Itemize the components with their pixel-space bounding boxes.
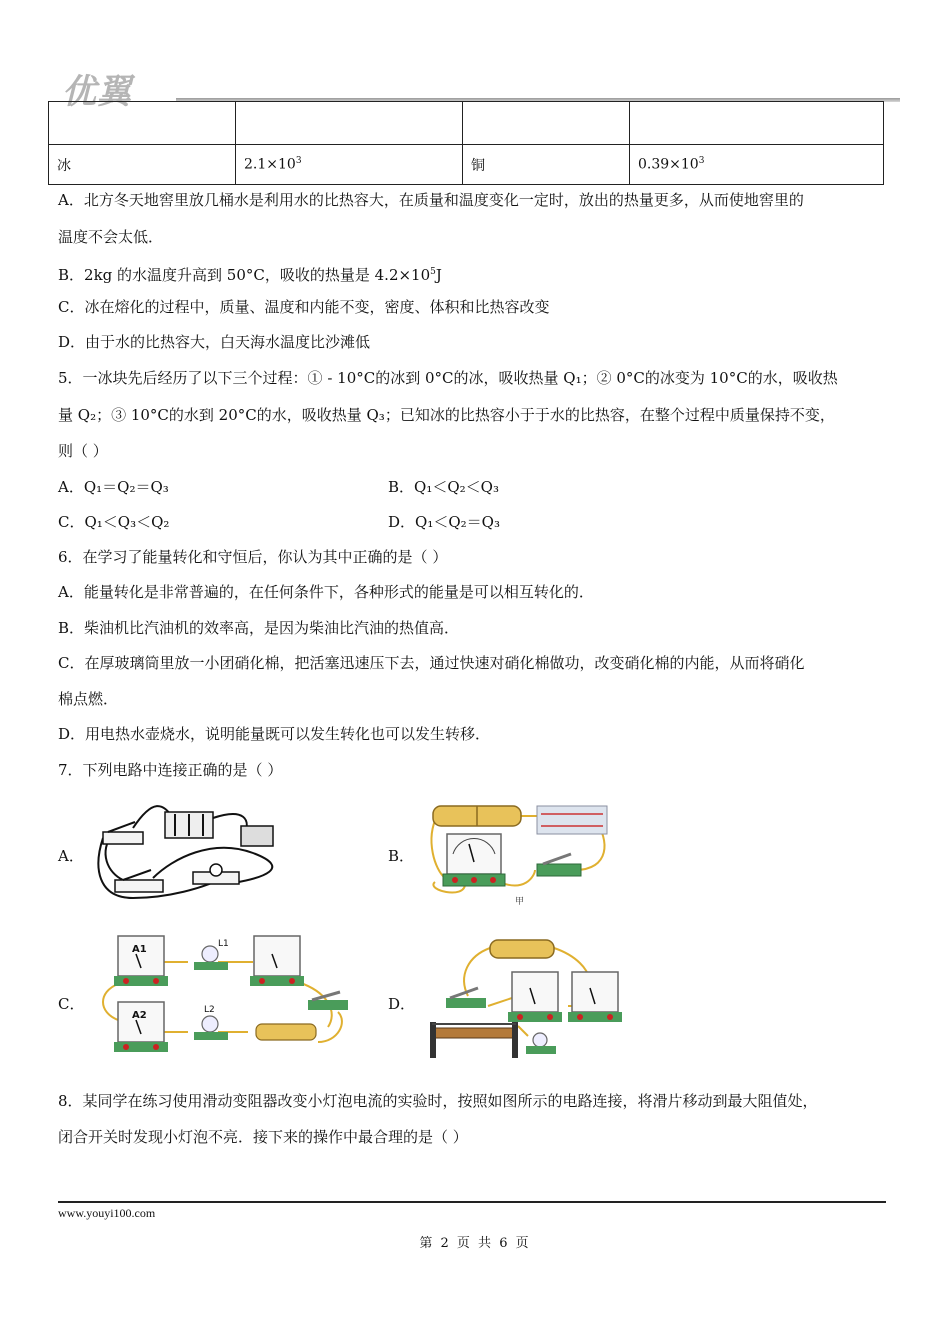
q6-option-c-cont: 棉点燃． bbox=[58, 690, 119, 708]
q6-option-a: A．能量转化是非常普遍的，在任何条件下，各种形式的能量是可以相互转化的． bbox=[58, 583, 594, 601]
q7-label-b: B． bbox=[388, 847, 415, 865]
q4-option-b: B．2kg 的水温度升高到 50°C，吸收的热量是 $4.2\times 10^5J$ bbox=[58, 266, 442, 284]
q4-option-a-cont: 温度不会太低． bbox=[58, 228, 164, 246]
q6-option-d: D．用电热水壶烧水，说明能量既可以发生转化也可以发生转移． bbox=[58, 725, 491, 743]
figure-b-caption: 甲 bbox=[515, 897, 525, 907]
q6-stem: 6．在学习了能量转化和守恒后，你认为其中正确的是（ ） bbox=[58, 548, 448, 566]
table-cell: 冰 bbox=[49, 145, 236, 185]
ammeter-a1-label: A1 bbox=[132, 944, 147, 955]
table-row bbox=[49, 102, 884, 145]
q5-stem-end: 则（ ） bbox=[58, 442, 108, 460]
q4-option-d: D．由于水的比热容大，白天海水温度比沙滩低 bbox=[58, 333, 371, 351]
q7-label-d: D． bbox=[388, 995, 416, 1013]
q5-stem-cont: 量 Q₂；③ 10°C的水到 20°C的水，吸收热量 Q₃；已知冰的比热容小于于水的比热容，在整个过程中质量保持不变， bbox=[58, 406, 835, 424]
q8-stem-cont: 闭合开关时发现小灯泡不亮．接下来的操作中最合理的是（ ） bbox=[58, 1128, 468, 1146]
q6-option-b: B．柴油机比汽油机的效率高，是因为柴油比汽油的热值高． bbox=[58, 619, 460, 637]
logo: 优翼 bbox=[62, 72, 132, 112]
page-number: 第 2 页 共 6 页 bbox=[419, 1236, 531, 1251]
q4-option-c: C．冰在熔化的过程中，质量、温度和内能不变，密度、体积和比热容改变 bbox=[58, 298, 550, 316]
footer-rule bbox=[58, 1201, 886, 1203]
table-cell: 铜 bbox=[463, 145, 630, 185]
q4-option-a: A．北方冬天地窖里放几桶水是利用水的比热容大，在质量和温度变化一定时，放出的热量更多，从而使地窖里的 bbox=[58, 191, 804, 209]
q6-option-c: C．在厚玻璃筒里放一小团硝化棉，把活塞迅速压下去，通过快速对硝化棉做功，改变硝化棉的内能，从而将硝化 bbox=[58, 654, 805, 672]
footer-url: www.youyi100.com bbox=[58, 1206, 156, 1220]
lamp-l2-label: L2 bbox=[204, 1005, 215, 1015]
q8-stem: 8．某同学在练习使用滑动变阻器改变小灯泡电流的实验时，按照如图所示的电路连接，将滑片移动到最大阻值处， bbox=[58, 1092, 818, 1110]
ammeter-a2-label: A2 bbox=[132, 1010, 147, 1021]
q5-option-b: B．Q₁＜Q₂＜Q₃ bbox=[388, 478, 499, 496]
specific-heat-table bbox=[48, 101, 884, 185]
q5-option-a: A．Q₁＝Q₂＝Q₃ bbox=[58, 478, 169, 496]
q7-label-a: A． bbox=[58, 847, 84, 865]
table-cell: $0.39\times 10^3$ bbox=[630, 145, 884, 185]
q7-stem: 7．下列电路中连接正确的是（ ） bbox=[58, 761, 283, 779]
q5-stem: 5．一冰块先后经历了以下三个过程：① - 10°C的冰到 0°C的冰，吸收热量 Q₁；② 0°C的冰变为 10°C的水，吸收热 bbox=[58, 369, 838, 387]
q5-option-d: D．Q₁＜Q₂＝Q₃ bbox=[388, 513, 500, 531]
table-cell: $2.1\times 10^3$ bbox=[236, 145, 463, 185]
circuit-figure-d bbox=[428, 936, 628, 1070]
q7-label-c: C． bbox=[58, 995, 85, 1013]
lamp-l1-label: L1 bbox=[218, 939, 229, 949]
circuit-figure-c bbox=[98, 932, 358, 1066]
circuit-figure-b bbox=[425, 800, 615, 914]
circuit-figure-a bbox=[93, 798, 283, 912]
q5-option-c: C．Q₁＜Q₃＜Q₂ bbox=[58, 513, 170, 531]
table-row bbox=[49, 145, 884, 185]
